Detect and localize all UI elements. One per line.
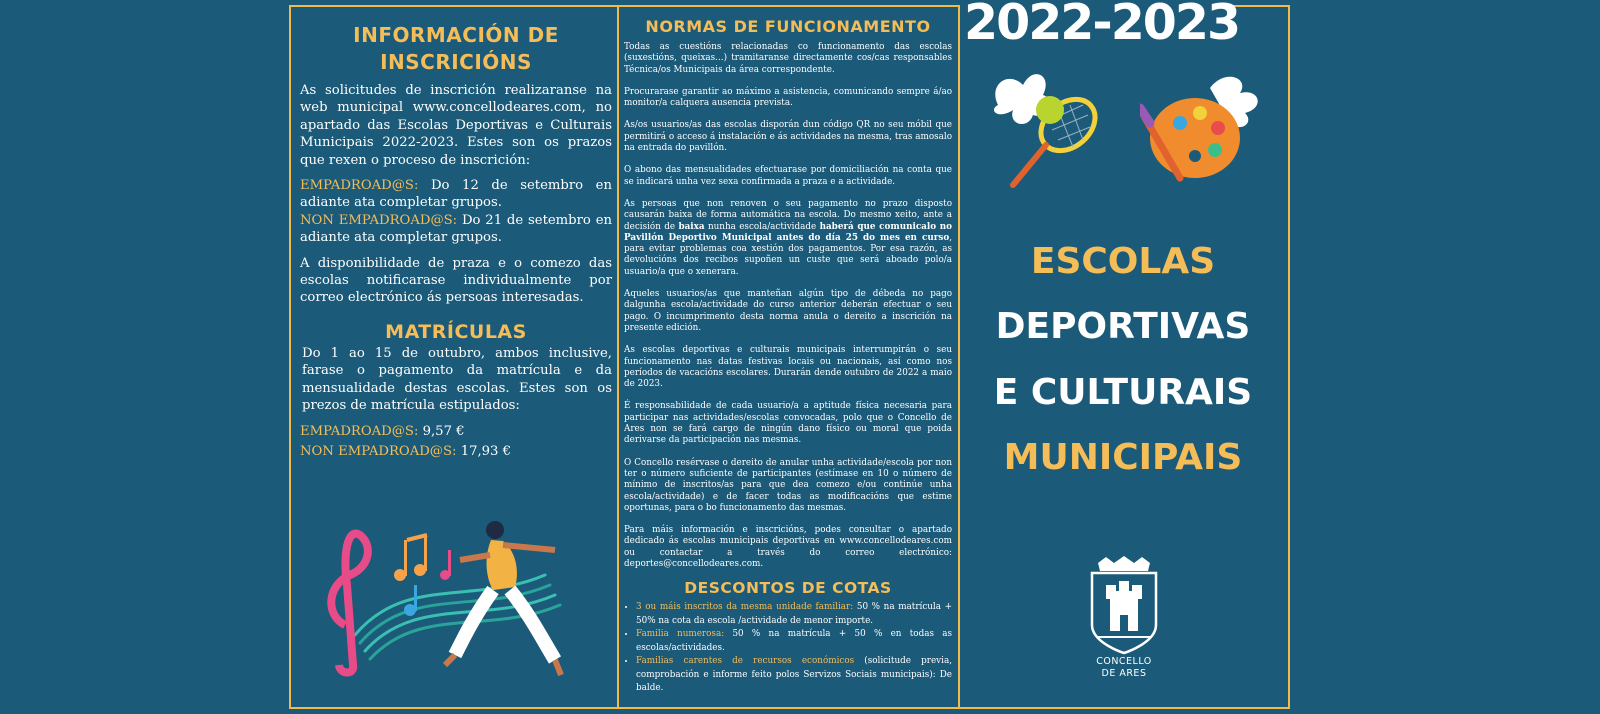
rules-p8: É responsabilidade de cada usuario/a a aptitude física necesaria para participar nas actividades/escolas convocadas, polo que o Concello de Ares non se fará cargo de ningún dano físico ou moral que poida derivarse da participación nas mesmas. — [624, 401, 952, 446]
price-empadroados: EMPADROAD@S: 9,57 € — [300, 423, 465, 439]
availability-notice: A disponibilidade de praza e o comezo das escolas notificarase individualmente por correo electrónico ás persoas interesadas. — [300, 255, 612, 306]
discounts-list — [624, 601, 952, 696]
title-culturais: E CULTURAIS — [993, 372, 1253, 413]
concello-de-ares-crest — [1086, 555, 1162, 655]
rules-p4: O abono das mensualidades efectuarase por domiciliación na conta que se indicará unha vez sexa confirmada a praza e a actividade. — [624, 165, 952, 187]
rules-p6: Aqueles usuarios/as que manteñan algún tipo de débeda no pago dalgunha escola/actividade do curso anterior deberán efectuar o seu pago. O incumprimento desta norma anula o dereito a inscrición na presente edición. — [624, 289, 952, 333]
price-non-empadroados: NON EMPADROAD@S: 17,93 € — [300, 443, 512, 459]
registration-title: INFORMACIÓN DE INSCRICIÓNS — [353, 23, 559, 74]
discount-item: • 3 ou máis inscritos da mesma unidade familiar: 50 % na matrícula + 50% na cota da escola /actividade de menor importe. — [636, 601, 952, 628]
tennis-racket-icon — [988, 65, 1113, 205]
rules-p9: O Concello resérvase o dereito de anular unha actividade/escola por non ter o número suficiente de participantes (estímase en 10 o número de mínimo de inscritos/as para que dea comezo e/ou continúe unha escola/actividade) e de facer todas as modificacións que estime oportunas, para o bo funcionamento das mesmas. — [624, 457, 952, 513]
discount-item: • Familias carentes de recursos económicos (solicitude previa, comprobación e informe feito polos Servizos Sociais municipais): De balde. — [636, 655, 952, 696]
treble-clef-icon — [331, 534, 368, 673]
rules-p1: Todas as cuestións relacionadas co funcionamento das escolas (suxestións, queixas...) tramitaranse directamente cos/cas responsables Técnica/os Municipais da área correspondente. — [624, 42, 952, 75]
discount-item: • Familia numerosa: 50 % na matrícula + 50 % en todas as escolas/actividades. — [636, 628, 952, 655]
music-dancer-illustration — [315, 515, 595, 685]
paint-palette-icon — [1140, 68, 1270, 198]
crest-caption — [1074, 656, 1174, 680]
crest-caption-line-1: CONCELLO — [1096, 656, 1152, 667]
registration-intro: As solicitudes de inscrición realizaranse na web municipal www.concellodeares.com, no apartado das Escolas Deportivas e Culturais Municipais 2022-2023. Estes son os prazos que rexen o proceso de inscrición: — [300, 83, 612, 168]
registration-empadroados: EMPADROAD@S: Do 12 de setembro en adiante ata completar grupos. — [300, 178, 612, 211]
registration-non-empadroados: NON EMPADROAD@S: Do 21 de setembro en adiante ata completar grupos. — [300, 212, 612, 246]
rules-column — [624, 17, 952, 696]
rules-p2: Procurarase garantir ao máximo a asistencia, comunicando sempre á/ao monitor/a calquera ausencia prevista. — [624, 86, 952, 109]
rules-p7: As escolas deportivas e culturais municipais interrumpirán o seu funcionamento nas datas festivas locais ou nacionais, así como nos períodos de vacacións escolares. Durarán dende outubro de 2022 a maio de 2023. — [624, 345, 952, 390]
rules-p3: As/os usuarios/as das escolas disporán dun código QR no seu móbil que permitirá o acceso á instalación e ás actividades na mesma, tras amosalo na entrada do pavillón. — [624, 120, 952, 154]
registration-info-column — [300, 22, 612, 460]
matriculas-text: Do 1 ao 15 de outubro, ambos inclusive, farase o pagamento da matrícula e da mensualidade destas escolas. Estes son os prezos de matrícula estipulados: — [302, 345, 612, 414]
rules-p5: As persoas que non renoven o seu pagamento no prazo disposto causarán baixa de forma automática na escola. Do mesmo xeito, ante a decisión de baixa nunha escola/actividade haberá que comunicalo no Pavillón Deportivo Municipal antes do día 25 do mes en curso, para evitar problemas coa xestión dos pagamentos. Por esa razón, as devolucións dos recibos supoñen un custe que será aboado polo/a usuario/a que o xenerara. — [624, 198, 952, 277]
crest-caption-line-2: DE ARES — [1101, 668, 1147, 679]
matriculas-title: MATRÍCULAS — [385, 320, 527, 343]
title-escolas: ESCOLAS — [1030, 241, 1216, 282]
title-deportivas: DEPORTIVAS — [995, 306, 1251, 347]
school-year: 2022-2023 — [964, 0, 1240, 51]
title-municipais: MUNICIPAIS — [1003, 437, 1243, 478]
rules-title: NORMAS DE FUNCIONAMENTO — [645, 17, 931, 36]
rules-p10: Para máis información e inscricións, podes consultar o apartado dedicado ás escolas municipais deportivas en www.concellodeares.com ou contactar a través do correo electrónico: deportes@concellodeares.com. — [624, 525, 952, 569]
discounts-title: DESCONTOS DE COTAS — [684, 579, 892, 598]
